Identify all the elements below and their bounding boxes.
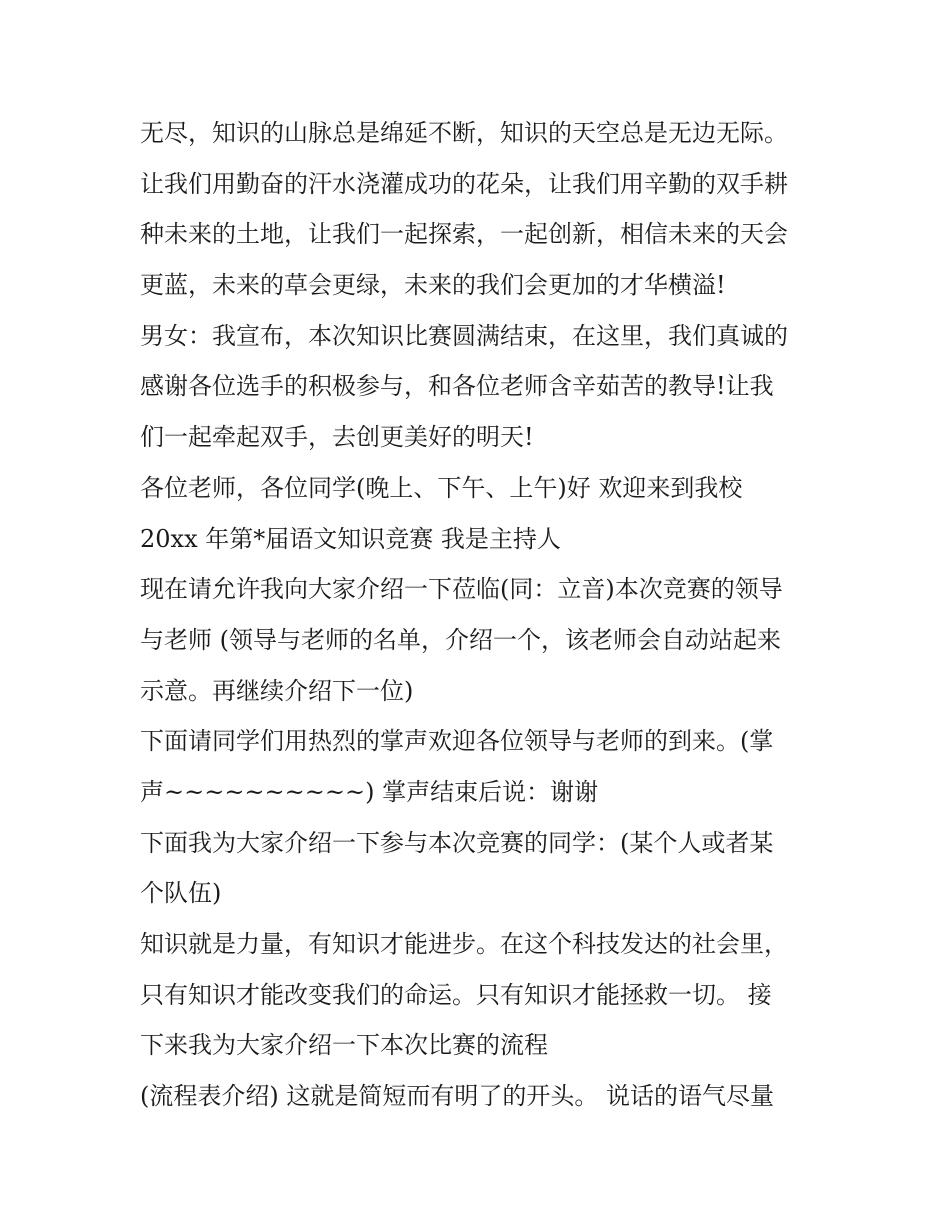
text-line: 男女：我宣布，本次知识比赛圆满结束，在这里，我们真诚的	[140, 321, 788, 350]
text-line: (流程表介绍) 这就是简短而有明了的开头。 说话的语气尽量	[140, 1082, 774, 1111]
text-line: 们一起牵起双手，去创更美好的明天!	[140, 423, 534, 452]
text-line: 无尽，知识的山脉总是绵延不断，知识的天空总是无边无际。	[140, 119, 788, 147]
text-line: 声~~~~~~~~~~) 掌声结束后说：谢谢	[140, 777, 599, 806]
text-line: 各位老师，各位同学(晚上、下午、上午)好 欢迎来到我校	[140, 473, 743, 502]
text-line: 更蓝，未来的草会更绿，未来的我们会更加的才华横溢!	[140, 271, 726, 300]
text-line: 只有知识才能改变我们的命运。只有知识才能拯救一切。 接	[140, 980, 772, 1009]
text-line: 下面我为大家介绍一下参与本次竞赛的同学：(某个人或者某	[140, 828, 774, 857]
text-line: 知识就是力量，有知识才能进步。在这个科技发达的社会里，	[140, 930, 788, 958]
text-line: 下面请同学们用热烈的掌声欢迎各位领导与老师的到来。(掌	[140, 727, 774, 756]
text-line: 示意。再继续介绍下一位)	[140, 676, 414, 705]
text-line: 下来我为大家介绍一下本次比赛的流程	[140, 1031, 548, 1060]
text-line: 个队伍)	[140, 879, 222, 908]
text-line: 现在请允许我向大家介绍一下莅临(同：立音)本次竞赛的领导	[140, 575, 783, 604]
text-line: 让我们用勤奋的汗水浇灌成功的花朵，让我们用辛勤的双手耕	[140, 169, 788, 198]
text-line: 与老师 (领导与老师的名单，介绍一个，该老师会自动站起来	[140, 625, 781, 654]
text-line: 感谢各位选手的积极参与，和各位老师含辛茹苦的教导!让我	[140, 372, 774, 401]
text-line: 种未来的土地，让我们一起探索，一起创新，相信未来的天会	[140, 220, 788, 249]
text-line: 20xx 年第*届语文知识竞赛 我是主持人	[140, 524, 561, 553]
document-text	[140, 108, 840, 1122]
